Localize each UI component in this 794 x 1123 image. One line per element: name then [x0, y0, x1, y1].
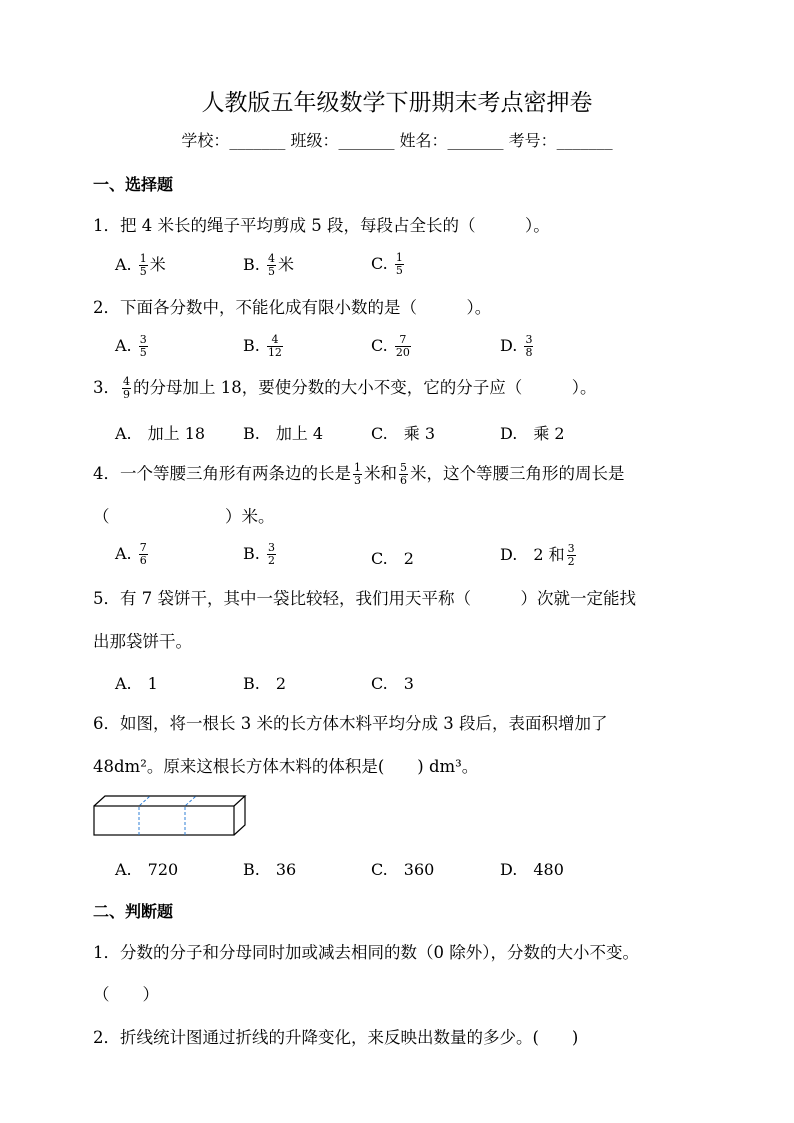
option-label: D.: [500, 336, 518, 355]
judge-2-line1: 2．折线统计图通过折线的升降变化，来反映出数量的多少。( ): [93, 1028, 579, 1047]
fraction: $\frac{3}{2}$: [567, 542, 575, 568]
q3-option-c: C. 乘 3: [371, 424, 436, 443]
judge-1-line2: （ ）: [93, 985, 159, 1004]
q3-option-a: A. 加上 18: [115, 424, 206, 443]
question-6-line2: 48dm²。原来这根长方体木料的体积是( ) dm³。: [93, 757, 479, 776]
question-body: 的分母加上 18，要使分数的大小不变，它的分子应（ ）。: [133, 378, 597, 397]
q4-option-c: C. 2: [371, 549, 414, 568]
cuboid-right-face: [234, 796, 245, 835]
q6-option-b: B. 36: [243, 860, 297, 879]
q3-option-b: B. 加上 4: [243, 424, 324, 443]
option-label: D. 2 和: [500, 545, 565, 564]
question-body: 米和: [364, 464, 397, 483]
student-info-line: 学校：_______ 班级：_______ 姓名：_______ 考号：_______: [181, 131, 613, 150]
page-title: 人教版五年级数学下册期末考点密押卷: [201, 90, 593, 116]
option-label: C.: [371, 254, 388, 273]
q6-option-d: D. 480: [500, 860, 564, 879]
q5-option-b: B. 2: [243, 674, 287, 693]
option-label: B.: [243, 255, 260, 274]
question-body: 4．一个等腰三角形有两条边的长是: [93, 464, 351, 483]
section-heading-choice: 一、选择题: [93, 175, 174, 194]
option-label: A.: [115, 255, 132, 274]
fraction: $\frac{3}{2}$: [267, 541, 275, 567]
option-label: C.: [371, 336, 388, 355]
q6-option-c: C. 360: [371, 860, 435, 879]
question-4-line2: （ ）米。: [93, 507, 275, 526]
cut-line-2: [185, 796, 196, 835]
q4-option-a: [115, 542, 150, 567]
q1-option-c: [371, 252, 406, 277]
question-body: 米，这个等腰三角形的周长是: [410, 464, 625, 483]
cuboid-front-face: [94, 806, 234, 835]
cuboid-wood-diagram: [93, 795, 253, 837]
fraction: $\frac{1}{5}$: [395, 251, 403, 277]
fraction: $\frac{4}{12}$: [267, 333, 282, 359]
cut-line-1: [139, 796, 150, 835]
fraction: $\frac{4}{5}$: [267, 252, 275, 278]
question-2-text: 2．下面各分数中，不能化成有限小数的是（ ）。: [93, 298, 492, 317]
fraction: $\frac{3}{5}$: [139, 333, 147, 359]
section-heading-judge: 二、判断题: [93, 902, 174, 921]
q4-option-b: [243, 542, 278, 567]
fraction: $\frac{5}{6}$: [400, 461, 407, 487]
fraction: $\frac{7}{6}$: [139, 541, 147, 567]
fraction: $\frac{4}{9}$: [123, 375, 130, 401]
q3-option-d: D. 乘 2: [500, 424, 565, 443]
fraction: $\frac{1}{3}$: [354, 461, 361, 487]
question-3-text: [93, 374, 597, 401]
cuboid-top-face: [94, 796, 245, 806]
q5-option-c: C. 3: [371, 674, 414, 693]
question-5-line1: 5．有 7 袋饼干，其中一袋比较轻，我们用天平称（ ）次就一定能找: [93, 589, 636, 608]
q1-option-a: [115, 252, 166, 278]
q1-option-b: [243, 252, 294, 278]
q4-option-d: [500, 542, 578, 568]
option-label: B.: [243, 336, 260, 355]
fraction: $\frac{3}{8}$: [525, 333, 533, 359]
option-label: B.: [243, 544, 260, 563]
question-number: 3．: [93, 378, 120, 397]
question-5-line2: 出那袋饼干。: [93, 632, 192, 651]
question-4-text: [93, 460, 625, 487]
unit: 米: [149, 255, 166, 274]
judge-1-line1: 1．分数的分子和分母同时加或减去相同的数（0 除外），分数的大小不变。: [93, 943, 639, 962]
question-6-line1: 6．如图，将一根长 3 米的长方体木料平均分成 3 段后，表面积增加了: [93, 714, 608, 733]
fraction: $\frac{1}{5}$: [139, 252, 147, 278]
q2-option-a: [115, 334, 150, 359]
q2-option-d: [500, 334, 535, 359]
option-label: A.: [115, 336, 132, 355]
fraction: $\frac{7}{20}$: [395, 333, 410, 359]
option-label: A.: [115, 544, 132, 563]
unit: 米: [277, 255, 294, 274]
q2-option-b: [243, 334, 285, 359]
question-1-text: 1．把 4 米长的绳子平均剪成 5 段，每段占全长的（ ）。: [93, 216, 550, 235]
q6-option-a: A. 720: [115, 860, 179, 879]
q5-option-a: A. 1: [115, 674, 158, 693]
q2-option-c: [371, 334, 413, 359]
